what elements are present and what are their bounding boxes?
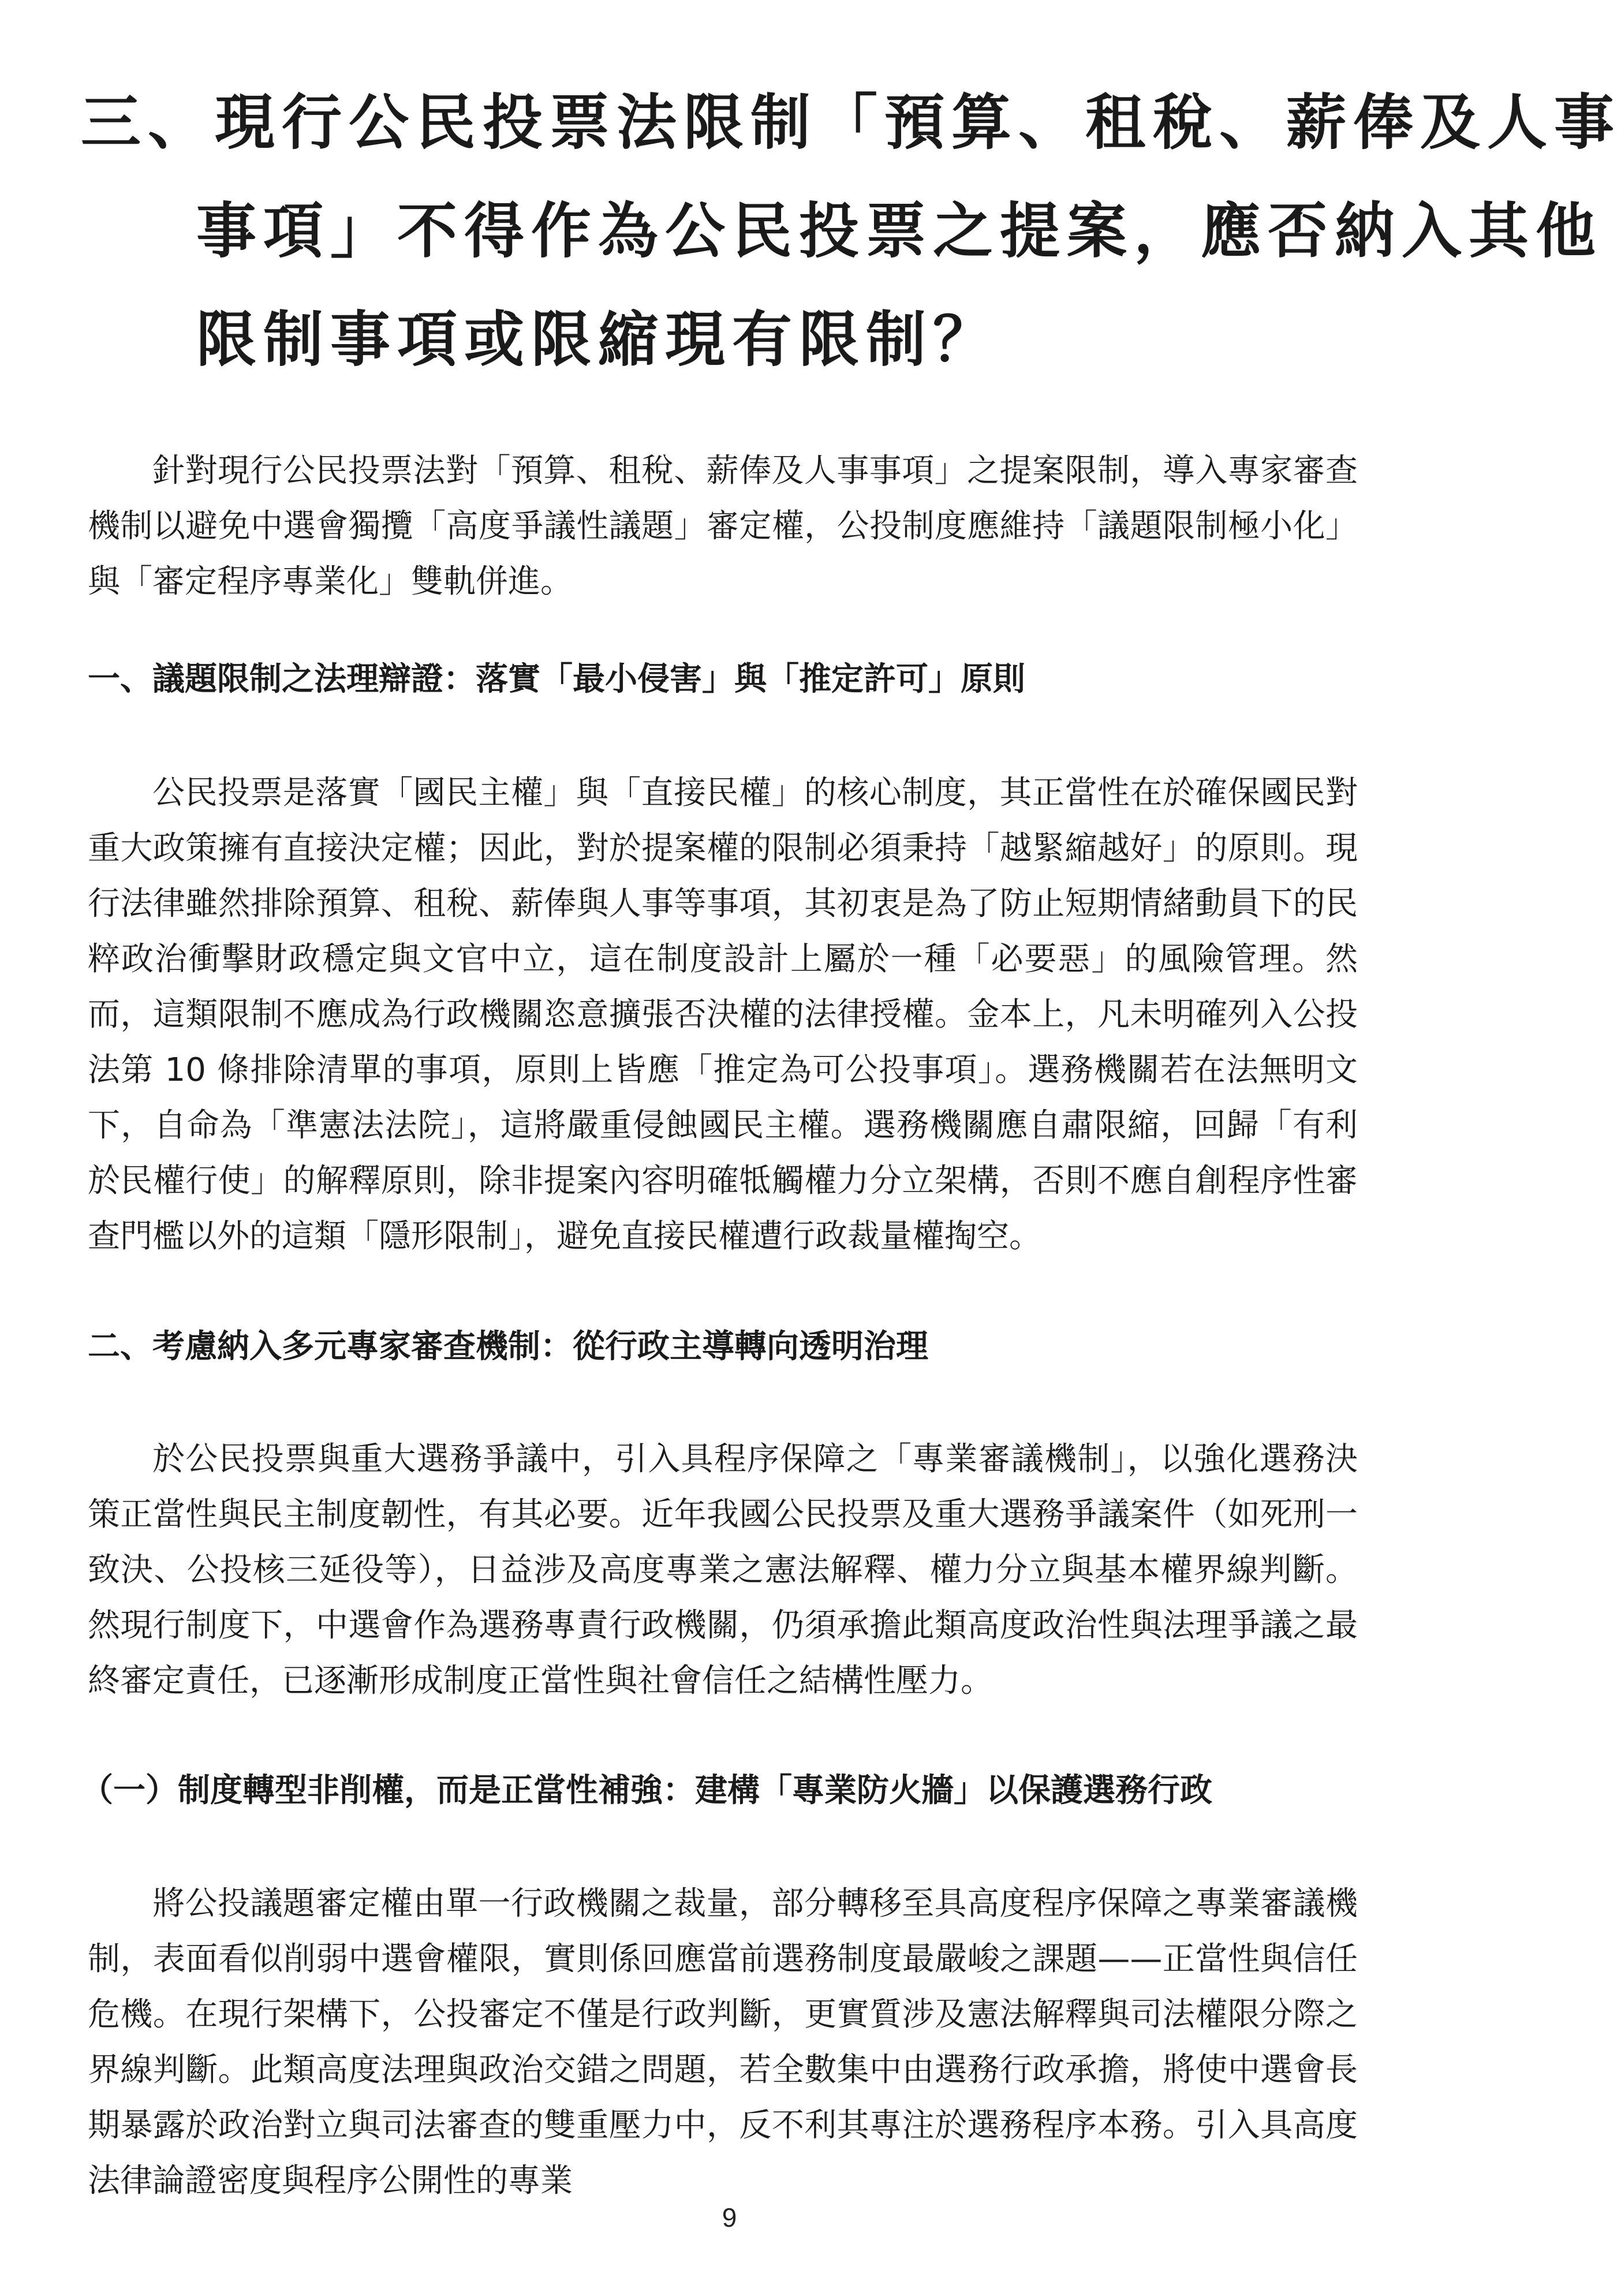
title-line-3: 限制事項或限縮現有限制？ [196, 304, 1000, 375]
page-number: 9 [722, 2202, 737, 2232]
section-2-paragraph: 於公民投票與重大選務爭議中，引入具程序保障之「專業審議機制」，以強化選務決策正當性與民主制度韌性，有其必要。近年我國公民投票及重大選務爭議案件（如死刑一致決、公投核三延役等），日益涉及高度專業之憲法解釋、權力分立與基本權界線判斷。然現行制度下，中選會作為選務專責行政機關，仍須承擔此類高度政治性與法理爭議之最終審定責任，已逐漸形成制度正當性與社會信任之結構性壓力。 [88, 1440, 1358, 1700]
title-line-1: 三、現行公民投票法限制「預算、租稅、薪俸及人事 [81, 87, 1621, 158]
intro-block [88, 443, 1358, 610]
title-line-2: 事項」不得作為公民投票之提案，應否納入其他 [196, 195, 1603, 266]
subsection-1-heading: （一）制度轉型非削權，而是正當性補強：建構「專業防火牆」以保護選務行政 [81, 1772, 1212, 1809]
section-2-block [88, 1432, 1358, 1709]
subsection-1-block [88, 1876, 1358, 2209]
subsection-1-paragraph: 將公投議題審定權由單一行政機關之裁量，部分轉移至具高度程序保障之專業審議機制，表面看似削弱中選會權限，實則係回應當前選務制度最嚴峻之課題——正當性與信任危機。在現行架構下，公投審定不僅是行政判斷，更實質涉及憲法解釋與司法權限分際之界線判斷。此類高度法理與政治交錯之問題，若全數集中由選務行政承擔，將使中選會長期暴露於政治對立與司法審查的雙重壓力中，反不利其專注於選務程序本務。引入具高度法律論證密度與程序公開性的專業 [88, 1885, 1358, 2200]
section-1-heading: 一、議題限制之法理辯證：落實「最小侵害」與「推定許可」原則 [88, 660, 1025, 698]
section-1-paragraph: 公民投票是落實「國民主權」與「直接民權」的核心制度，其正當性在於確保國民對重大政策擁有直接決定權；因此，對於提案權的限制必須秉持「越緊縮越好」的原則。現行法律雖然排除預算、租稅、薪俸與人事等事項，其初衷是為了防止短期情緒動員下的民粹政治衝擊財政穩定與文官中立，這在制度設計上屬於一種「必要惡」的風險管理。然而，這類限制不應成為行政機關恣意擴張否決權的法律授權。金本上，凡未明確列入公投法第 10 條排除清單的事項，原則上皆應「推定為可公投事項」。選務機關若在法無明文下，自命為「準憲法法院」，這將嚴重侵蝕國民主權。選務機關應自肅限縮，回歸「有利於民權行使」的解釋原則，除非提案內容明確牴觸權力分立架構，否則不應自創程序性審查門檻以外的這類「隱形限制」，避免直接民權遭行政裁量權掏空。 [88, 774, 1358, 1255]
section-1-block [88, 766, 1358, 1264]
section-2-heading: 二、考慮納入多元專家審查機制：從行政主導轉向透明治理 [88, 1328, 928, 1365]
page-title [81, 68, 1621, 394]
intro-paragraph: 針對現行公民投票法對「預算、租稅、薪俸及人事事項」之提案限制，導入專家審查機制以避免中選會獨攬「高度爭議性議題」審定權，公投制度應維持「議題限制極小化」與「審定程序專業化」雙軌併進。 [88, 452, 1358, 600]
